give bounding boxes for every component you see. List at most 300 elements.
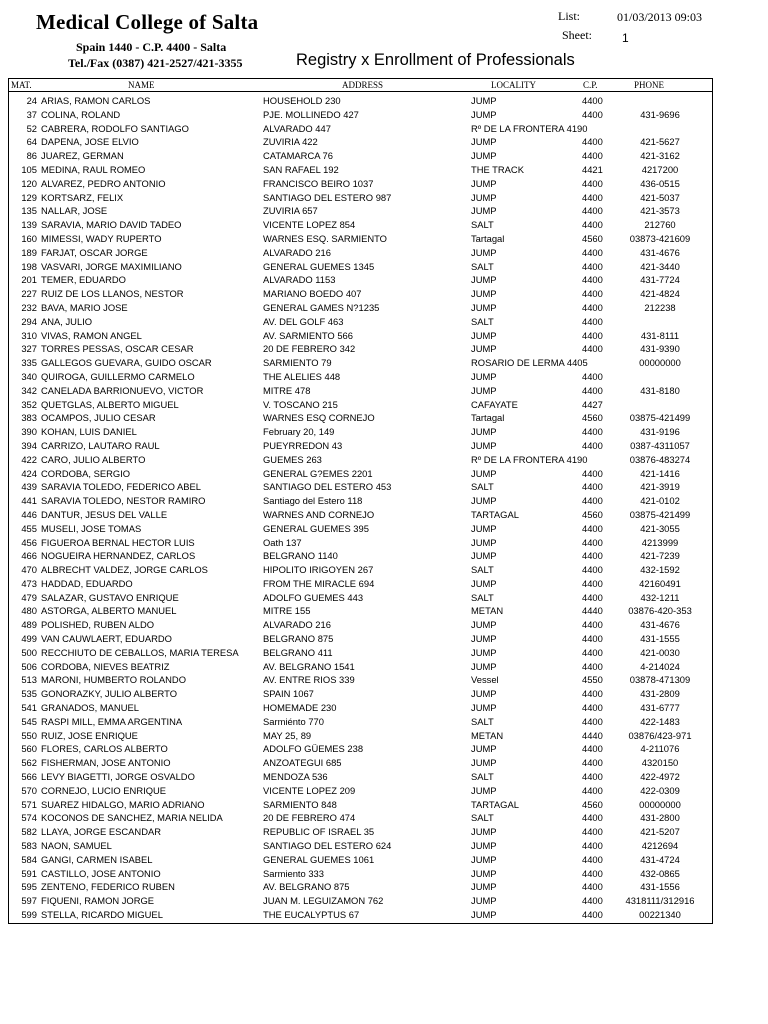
cell-mat: 64	[26, 136, 37, 148]
table-row	[8, 632, 713, 646]
cell-phone: 42160491	[639, 577, 681, 589]
cell-mat: 499	[21, 633, 37, 645]
cell-address: Santiago del Estero 118	[263, 495, 363, 507]
cell-cp: 4550	[582, 674, 603, 686]
cell-mat: 455	[21, 522, 37, 534]
cell-cp: 4400	[582, 205, 603, 217]
cell-mat: 480	[21, 605, 37, 617]
cell-mat: 513	[21, 674, 37, 686]
cell-cp: 4400	[582, 881, 603, 893]
column-header-cp: C.P.	[583, 80, 598, 90]
table-row	[8, 604, 713, 618]
cell-address: SAN RAFAEL 192	[263, 163, 339, 175]
table-row	[8, 784, 713, 798]
table-row	[8, 508, 713, 522]
cell-address: 20 DE FEBRERO 474	[263, 812, 356, 824]
cell-phone: 431-2809	[640, 688, 680, 700]
cell-mat: 24	[26, 95, 37, 106]
header-divider	[8, 91, 713, 92]
cell-cp: 4400	[582, 177, 603, 189]
cell-address: GENERAL GUEMES 395	[263, 522, 369, 534]
table-row	[8, 135, 713, 149]
cell-cp: 4560	[582, 798, 603, 810]
cell-cp: 4440	[582, 605, 603, 617]
cell-phone: 421-3573	[640, 205, 680, 217]
table-row	[8, 577, 713, 591]
cell-locality: CAFAYATE	[471, 398, 518, 410]
cell-locality: JUMP	[471, 150, 497, 162]
cell-locality: JUMP	[471, 495, 497, 507]
cell-mat: 582	[21, 826, 37, 838]
cell-locality: JUMP	[471, 384, 497, 396]
table-row	[8, 880, 713, 894]
cell-cp: 4400	[582, 550, 603, 562]
cell-locality: SALT	[471, 564, 494, 576]
cell-name: QUIROGA, GUILLERMO CARMELO	[41, 370, 195, 382]
cell-address: VICENTE LOPEZ 854	[263, 219, 356, 231]
sheet-number: 1	[622, 31, 629, 45]
cell-address: SANTIAGO DEL ESTERO 453	[263, 481, 392, 493]
cell-name: SUAREZ HIDALGO, MARIO ADRIANO	[41, 798, 205, 810]
cell-name: QUETGLAS, ALBERTO MIGUEL	[41, 398, 179, 410]
cell-name: NAON, SAMUEL	[41, 840, 112, 852]
cell-cp: 4400	[582, 370, 603, 382]
cell-locality: Tartagal	[471, 412, 505, 424]
cell-name: GANGI, CARMEN ISABEL	[41, 853, 153, 865]
cell-mat: 335	[21, 357, 37, 369]
cell-name: CORDOBA, NIEVES BEATRIZ	[41, 660, 170, 672]
column-header-locality: LOCALITY	[491, 80, 536, 90]
cell-address: WARNES AND CORNEJO	[263, 508, 375, 520]
cell-cp: 4400	[582, 619, 603, 631]
cell-name: JUAREZ, GERMAN	[41, 150, 124, 162]
cell-locality: JUMP	[471, 329, 497, 341]
cell-cp: 4400	[582, 219, 603, 231]
table-row	[8, 908, 713, 922]
cell-address: VICENTE LOPEZ 209	[263, 784, 356, 796]
cell-phone: 0387-4311057	[630, 439, 690, 451]
table-row	[8, 260, 713, 274]
cell-name: FIGUEROA BERNAL HECTOR LUIS	[41, 536, 195, 548]
cell-cp: 4400	[582, 108, 603, 120]
cell-cp: 4400	[582, 633, 603, 645]
cell-cp: 4400	[582, 495, 603, 507]
table-row	[8, 811, 713, 825]
cell-phone: 421-3162	[640, 150, 680, 162]
table-row	[8, 673, 713, 687]
cell-phone: 212760	[644, 219, 676, 231]
cell-address: ALVARADO 447	[263, 122, 331, 134]
cell-mat: 294	[21, 315, 37, 327]
cell-mat: 232	[21, 301, 37, 313]
cell-phone: 432-1592	[640, 564, 680, 576]
table-row	[8, 204, 713, 218]
table-row	[8, 660, 713, 674]
cell-address: BELGRANO 1140	[263, 550, 338, 562]
cell-locality: JUMP	[471, 853, 497, 865]
cell-address: THE EUCALYPTUS 67	[263, 909, 360, 921]
cell-mat: 456	[21, 536, 37, 548]
table-row	[8, 425, 713, 439]
table-row	[8, 894, 713, 908]
cell-cp: 4400	[582, 439, 603, 451]
cell-phone: 4212694	[641, 840, 679, 852]
cell-locality: JUMP	[471, 467, 497, 479]
cell-mat: 571	[21, 798, 37, 810]
cell-cp: 4560	[582, 232, 603, 244]
cell-mat: 135	[21, 205, 37, 217]
cell-cp: 4400	[582, 826, 603, 838]
cell-cp: 4400	[582, 840, 603, 852]
cell-name: VAN CAUWLAERT, EDUARDO	[41, 633, 172, 645]
cell-phone: 431-6777	[640, 702, 680, 714]
table-row	[8, 729, 713, 743]
cell-phone: 421-3919	[640, 481, 680, 493]
cell-address: AV. BELGRANO 1541	[263, 660, 355, 672]
cell-phone: 4217200	[641, 163, 679, 175]
cell-locality: SALT	[471, 591, 494, 603]
cell-mat: 595	[21, 881, 37, 893]
cell-name: FIQUENI, RAMON JORGE	[41, 895, 155, 907]
cell-address: MARIANO BOEDO 407	[263, 288, 362, 300]
cell-address: JUAN M. LEGUIZAMON 762	[263, 895, 384, 907]
cell-locality: JUMP	[471, 702, 497, 714]
cell-address: SARMIENTO 848	[263, 798, 337, 810]
cell-name: HADDAD, EDUARDO	[41, 577, 133, 589]
column-header-mat: MAT.	[11, 80, 32, 90]
table-row	[8, 467, 713, 481]
cell-name: VIVAS, RAMON ANGEL	[41, 329, 142, 341]
table-row	[8, 411, 713, 425]
cell-address: MITRE 155	[263, 605, 311, 617]
cell-locality: JUMP	[471, 246, 497, 258]
cell-address: THE ALELIES 448	[263, 370, 341, 382]
cell-locality: JUMP	[471, 536, 497, 548]
cell-phone: 431-4724	[640, 853, 680, 865]
cell-mat: 342	[21, 384, 37, 396]
table-row	[8, 563, 713, 577]
cell-cp: 4427	[582, 398, 603, 410]
table-row	[8, 494, 713, 508]
cell-locality: Rº DE LA FRONTERA 4190	[471, 122, 588, 134]
cell-cp: 4400	[582, 895, 603, 907]
cell-locality: JUMP	[471, 840, 497, 852]
cell-cp: 4400	[582, 95, 603, 106]
cell-address: ALVARADO 216	[263, 246, 331, 258]
cell-locality: JUMP	[471, 136, 497, 148]
cell-locality: JUMP	[471, 95, 497, 106]
table-row	[8, 232, 713, 246]
cell-name: CABRERA, RODOLFO SANTIAGO	[41, 122, 189, 134]
cell-mat: 583	[21, 840, 37, 852]
cell-locality: JUMP	[471, 343, 497, 355]
cell-phone: 431-9696	[640, 108, 680, 120]
cell-address: MITRE 478	[263, 384, 311, 396]
cell-phone: 421-7239	[640, 550, 680, 562]
cell-phone: 212238	[644, 301, 676, 313]
cell-address: PUEYRREDON 43	[263, 439, 343, 451]
cell-locality: Tartagal	[471, 232, 505, 244]
table-body	[8, 94, 713, 922]
table-row	[8, 701, 713, 715]
cell-locality: JUMP	[471, 895, 497, 907]
cell-name: BAVA, MARIO JOSE	[41, 301, 128, 313]
cell-address: ZUVIRIA 422	[263, 136, 318, 148]
cell-name: RUIZ, JOSE ENRIQUE	[41, 729, 138, 741]
table-row	[8, 108, 713, 122]
cell-mat: 390	[21, 426, 37, 438]
cell-locality: TARTAGAL	[471, 508, 519, 520]
cell-phone: 431-9390	[640, 343, 680, 355]
cell-name: DANTUR, JESUS DEL VALLE	[41, 508, 168, 520]
cell-address: HIPOLITO IRIGOYEN 267	[263, 564, 374, 576]
table-row	[8, 122, 713, 136]
cell-phone: 422-1483	[640, 715, 680, 727]
cell-phone: 00000000	[639, 798, 681, 810]
cell-phone: 431-2800	[640, 812, 680, 824]
cell-name: RASPI MILL, EMMA ARGENTINA	[41, 715, 183, 727]
cell-mat: 570	[21, 784, 37, 796]
cell-mat: 422	[21, 453, 37, 465]
cell-mat: 227	[21, 288, 37, 300]
cell-phone: 422-4972	[640, 771, 680, 783]
cell-name: CANELADA BARRIONUEVO, VICTOR	[41, 384, 204, 396]
cell-locality: Rº DE LA FRONTERA 4190	[471, 453, 588, 465]
cell-name: SARAVIA, MARIO DAVID TADEO	[41, 219, 182, 231]
cell-name: RECCHIUTO DE CEBALLOS, MARIA TERESA	[41, 646, 239, 658]
cell-name: MEDINA, RAUL ROMEO	[41, 163, 146, 175]
report-title: Registry x Enrollment of Professionals	[296, 51, 575, 69]
table-row	[8, 522, 713, 536]
cell-locality: JUMP	[471, 881, 497, 893]
cell-locality: JUMP	[471, 522, 497, 534]
cell-phone: 421-5037	[640, 191, 680, 203]
table-row	[8, 756, 713, 770]
cell-name: KOCONOS DE SANCHEZ, MARIA NELIDA	[41, 812, 223, 824]
cell-locality: JUMP	[471, 550, 497, 562]
cell-name: RUIZ DE LOS LLANOS, NESTOR	[41, 288, 184, 300]
cell-name: TORRES PESSAS, OSCAR CESAR	[41, 343, 194, 355]
cell-locality: SALT	[471, 315, 494, 327]
cell-name: OCAMPOS, JULIO CESAR	[41, 412, 156, 424]
cell-name: SARAVIA TOLEDO, NESTOR RAMIRO	[41, 495, 206, 507]
table-row	[8, 798, 713, 812]
cell-cp: 4400	[582, 688, 603, 700]
cell-cp: 4400	[582, 246, 603, 258]
cell-locality: SALT	[471, 812, 494, 824]
cell-locality: Vessel	[471, 674, 499, 686]
cell-address: GENERAL GUEMES 1061	[263, 853, 375, 865]
cell-cp: 4400	[582, 301, 603, 313]
cell-phone: 421-5207	[640, 826, 680, 838]
cell-mat: 584	[21, 853, 37, 865]
table-row	[8, 301, 713, 315]
cell-name: LLAYA, JORGE ESCANDAR	[41, 826, 161, 838]
table-row	[8, 94, 713, 108]
cell-name: MIMESSI, WADY RUPERTO	[41, 232, 162, 244]
table-row	[8, 480, 713, 494]
cell-locality: ROSARIO DE LERMA 4405	[471, 357, 588, 369]
cell-cp: 4400	[582, 536, 603, 548]
cell-name: FISHERMAN, JOSE ANTONIO	[41, 757, 171, 769]
cell-cp: 4400	[582, 274, 603, 286]
cell-cp: 4400	[582, 191, 603, 203]
cell-name: FARJAT, OSCAR JORGE	[41, 246, 148, 258]
cell-mat: 340	[21, 370, 37, 382]
cell-locality: JUMP	[471, 108, 497, 120]
cell-locality: SALT	[471, 219, 494, 231]
cell-mat: 473	[21, 577, 37, 589]
table-row	[8, 591, 713, 605]
cell-mat: 446	[21, 508, 37, 520]
cell-address: HOMEMADE 230	[263, 702, 337, 714]
cell-address: SARMIENTO 79	[263, 357, 332, 369]
table-row	[8, 191, 713, 205]
table-row	[8, 329, 713, 343]
cell-name: ASTORGA, ALBERTO MANUEL	[41, 605, 177, 617]
cell-phone: 421-5627	[640, 136, 680, 148]
cell-mat: 441	[21, 495, 37, 507]
cell-cp: 4400	[582, 771, 603, 783]
cell-mat: 470	[21, 564, 37, 576]
cell-mat: 327	[21, 343, 37, 355]
cell-mat: 562	[21, 757, 37, 769]
cell-cp: 4400	[582, 343, 603, 355]
cell-name: FLORES, CARLOS ALBERTO	[41, 743, 168, 755]
column-header-name: NAME	[128, 80, 155, 90]
cell-phone: 421-3440	[640, 260, 680, 272]
cell-mat: 597	[21, 895, 37, 907]
cell-name: GRANADOS, MANUEL	[41, 702, 139, 714]
cell-phone: 431-8180	[640, 384, 680, 396]
cell-phone: 00221340	[639, 909, 681, 921]
list-datetime: 01/03/2013 09:03	[617, 10, 703, 24]
cell-locality: JUMP	[471, 660, 497, 672]
cell-name: CORNEJO, LUCIO ENRIQUE	[41, 784, 167, 796]
list-label: List:	[558, 9, 581, 23]
cell-mat: 574	[21, 812, 37, 824]
cell-locality: JUMP	[471, 301, 497, 313]
cell-address: SANTIAGO DEL ESTERO 987	[263, 191, 392, 203]
cell-phone: 431-9196	[640, 426, 680, 438]
cell-cp: 4400	[582, 660, 603, 672]
cell-phone: 03873-421609	[629, 232, 691, 244]
table-row	[8, 315, 713, 329]
cell-locality: SALT	[471, 715, 494, 727]
cell-cp: 4400	[582, 315, 603, 327]
cell-address: WARNES ESQ CORNEJO	[263, 412, 375, 424]
cell-name: ARIAS, RAMON CARLOS	[41, 95, 151, 106]
cell-address: BELGRANO 875	[263, 633, 334, 645]
cell-mat: 310	[21, 329, 37, 341]
cell-address: MAY 25, 89	[263, 729, 312, 741]
cell-locality: JUMP	[471, 909, 497, 921]
cell-mat: 506	[21, 660, 37, 672]
cell-name: CASTILLO, JOSE ANTONIO	[41, 867, 161, 879]
cell-cp: 4400	[582, 288, 603, 300]
cell-phone: 421-3055	[640, 522, 680, 534]
table-row	[8, 163, 713, 177]
cell-mat: 120	[21, 177, 37, 189]
table-row	[8, 370, 713, 384]
cell-phone: 421-0030	[640, 646, 680, 658]
cell-name: TEMER, EDUARDO	[41, 274, 126, 286]
cell-mat: 160	[21, 232, 37, 244]
cell-address: ADOLFO GUEMES 443	[263, 591, 364, 603]
column-header-phone: PHONE	[634, 80, 665, 90]
cell-phone: 03875-421499	[629, 412, 691, 424]
cell-address: AV. BELGRANO 875	[263, 881, 350, 893]
cell-name: ALVAREZ, PEDRO ANTONIO	[41, 177, 166, 189]
cell-address: Sarmiento 333	[263, 867, 324, 879]
cell-name: DAPENA, JOSE ELVIO	[41, 136, 139, 148]
cell-address: February 20, 149	[263, 426, 335, 438]
cell-mat: 52	[26, 122, 37, 134]
cell-name: VASVARI, JORGE MAXIMILIANO	[41, 260, 182, 272]
table-row	[8, 439, 713, 453]
cell-name: CARO, JULIO ALBERTO	[41, 453, 146, 465]
table-row	[8, 287, 713, 301]
cell-locality: METAN	[471, 729, 504, 741]
cell-mat: 189	[21, 246, 37, 258]
cell-address: ZUVIRIA 657	[263, 205, 318, 217]
cell-cp: 4560	[582, 508, 603, 520]
cell-phone: 421-1416	[640, 467, 680, 479]
cell-locality: JUMP	[471, 826, 497, 838]
cell-phone: 03878-471309	[629, 674, 691, 686]
cell-cp: 4400	[582, 426, 603, 438]
cell-mat: 560	[21, 743, 37, 755]
cell-locality: THE TRACK	[471, 163, 524, 175]
cell-address: FRANCISCO BEIRO 1037	[263, 177, 374, 189]
cell-name: NALLAR, JOSE	[41, 205, 108, 217]
cell-cp: 4400	[582, 564, 603, 576]
cell-phone: 431-1556	[640, 881, 680, 893]
cell-phone: 4318111/312916	[625, 895, 695, 907]
cell-phone: 421-0102	[640, 495, 680, 507]
table-row	[8, 646, 713, 660]
cell-mat: 352	[21, 398, 37, 410]
table-row	[8, 273, 713, 287]
cell-address: SPAIN 1067	[263, 688, 314, 700]
cell-cp: 4400	[582, 743, 603, 755]
table-row	[8, 742, 713, 756]
cell-phone: 03876/423-971	[628, 729, 692, 741]
cell-name: CORDOBA, SERGIO	[41, 467, 131, 479]
cell-name: SALAZAR, GUSTAVO ENRIQUE	[41, 591, 179, 603]
table-row	[8, 384, 713, 398]
cell-cp: 4400	[582, 853, 603, 865]
table-row	[8, 356, 713, 370]
cell-name: MARONI, HUMBERTO ROLANDO	[41, 674, 186, 686]
cell-phone: 432-0865	[640, 867, 680, 879]
table-row	[8, 839, 713, 853]
cell-address: AV. SARMIENTO 566	[263, 329, 353, 341]
cell-cp: 4440	[582, 729, 603, 741]
table-row	[8, 549, 713, 563]
cell-phone: 436-0515	[640, 177, 680, 189]
cell-phone: 03876-420-353	[628, 605, 692, 617]
cell-mat: 198	[21, 260, 37, 272]
cell-address: Sarmiénto 770	[263, 715, 324, 727]
cell-phone: 4-214024	[640, 660, 680, 672]
cell-phone: 4213999	[641, 536, 679, 548]
cell-name: POLISHED, RUBEN ALDO	[41, 619, 155, 631]
cell-address: ALVARADO 1153	[263, 274, 336, 286]
cell-address: GENERAL G?EMES 2201	[263, 467, 373, 479]
cell-locality: JUMP	[471, 619, 497, 631]
table-row	[8, 177, 713, 191]
